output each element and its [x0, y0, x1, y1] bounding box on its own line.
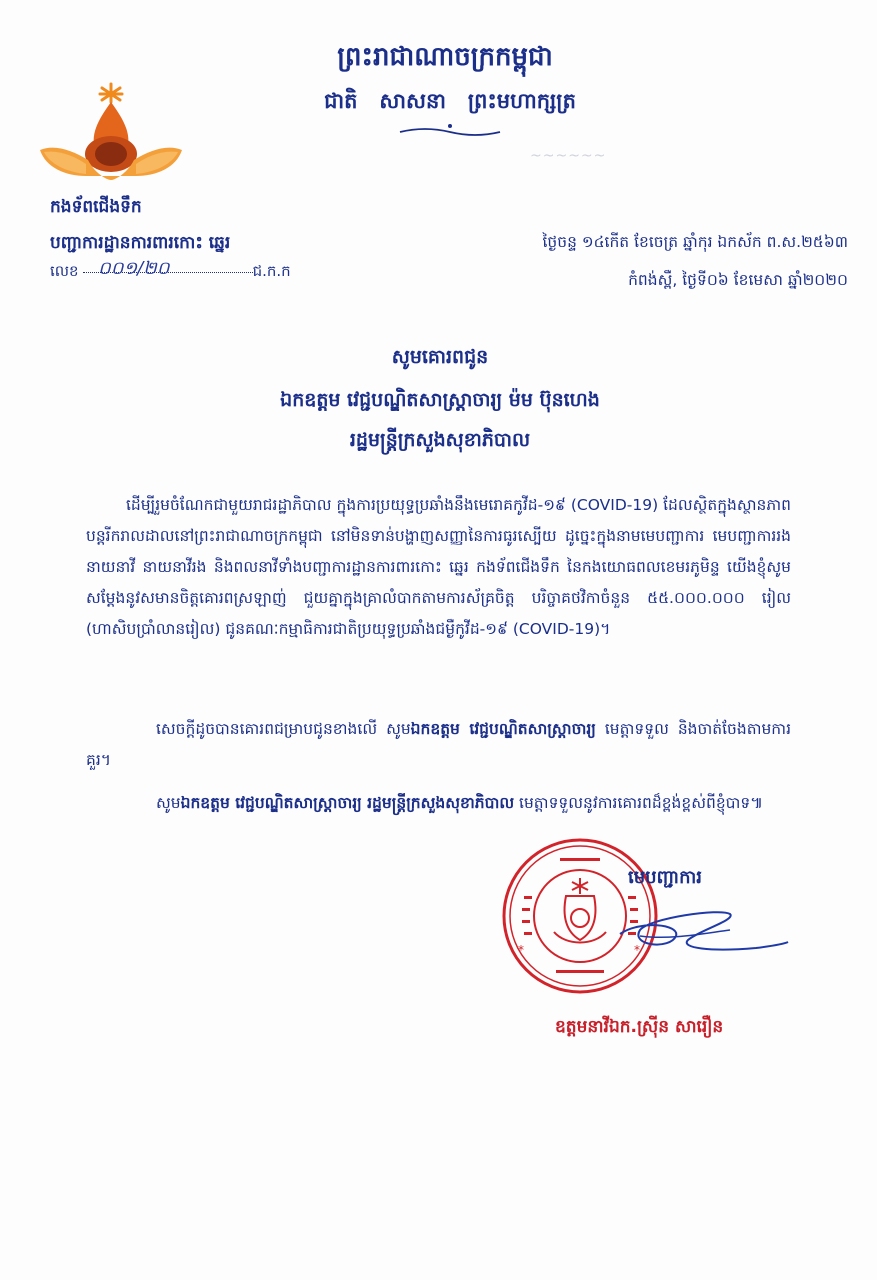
body-paragraph-1: ដើម្បីរួមចំណែកជាមួយរាជរដ្ឋាភិបាល ក្នុងការប្រយុទ្ធប្រឆាំងនឹងមេរោគកូវីដ-១៩ (COVID-19) ដែលស្ថិតក្នុងស្ថានភាពបន្តរីករាលដាលនៅព្រះរាជាណាចក្រកម្ពុជា នៅមិនទាន់បង្ហាញសញ្ញានៃការធូរស្បើយ ដូច្នេះក្នុងនាមមេបញ្ជាការ មេបញ្ជាការរង នាយនាវី នាយនាវីរង និងពលនាវីទាំងបញ្ជាការដ្ឋានការពារកោះ ឆ្នេរ កងទ័ពជើងទឹក នៃកងយោធពលខេមរភូមិន្ទ យើងខ្ញុំសូមសម្តែងនូវសមានចិត្តគោរពស្រឡាញ់ ជួយគ្នាក្នុងគ្រាលំបាកតាមការស័គ្រចិត្ត បរិច្ចាគថវិកាចំនួន ៥៥.០០០.០០០ រៀល (ហាសិបប្រាំលានរៀល) ជូនគណៈកម្មាធិការជាតិប្រយុទ្ធប្រឆាំងជម្ងឺកូវីដ-១៩ (COVID-19)។ [86, 496, 791, 638]
reference-number [50, 258, 300, 284]
recipient-name: ឯកឧត្តម វេជ្ជបណ្ឌិតសាស្ត្រាចារ្យ ម៉ម ប៊ុនហេង [280, 389, 600, 411]
respect-line: សូមគោរពជូន [391, 346, 489, 368]
kingdom-heading: ព្រះរាជាណាចក្រកម្ពុជា [337, 42, 553, 72]
ref-suffix: ជ.ក.ក [252, 262, 291, 280]
recipient-position: រដ្ឋមន្ត្រីក្រសួងសុខាភិបាល [349, 429, 531, 451]
signer-name: ឧត្តមនាវីឯក.ស៊្រីន សារឿន [555, 1017, 724, 1037]
body-paragraph-3 [86, 788, 791, 819]
svg-text:*: * [634, 943, 640, 957]
ref-handwritten: ០០១/២០ [98, 258, 170, 279]
p3-title: ឯកឧត្តម វេជ្ជបណ្ឌិតសាស្ត្រាចារ្យ រដ្ឋមន្ត្រីក្រសួងសុខាភិបាល [180, 794, 515, 812]
signer-role: មេបញ្ជាការ [628, 867, 702, 888]
p3-text-end: មេត្តាទទួលនូវការគោរពដ៏ខ្ពង់ខ្ពស់ពីខ្ញុំបាទ៕ [514, 794, 764, 812]
sender-department: បញ្ជាការដ្ឋានការពារកោះ ឆ្នេរ [50, 233, 231, 253]
national-motto: ជាតិ សាសនា ព្រះមហាក្សត្រ [324, 89, 576, 113]
body-paragraph-2 [86, 714, 791, 776]
svg-text:*: * [518, 943, 524, 957]
ornament-divider-icon [395, 120, 505, 140]
faint-bleed-through: ~~~~~~ [530, 148, 607, 164]
p3-text: សូម [156, 794, 181, 812]
solar-date: កំពង់ស្ពឺ, ថ្ងៃទី០៦ ខែមេសា ឆ្នាំ២០២០ [628, 271, 848, 289]
sender-unit: កងទ័ពជើងទឹក [50, 197, 142, 217]
lunar-date: ថ្ងៃចន្ទ ១៤កើត ខែចេត្រ ឆ្នាំកុរ ឯកស័ក ព.ស.២៥៦៣ [542, 233, 848, 251]
p2-text-end: មេត្តាទទួល និងចាត់ចែងតាមការគួរ។ [86, 720, 791, 769]
p2-text: សេចក្តីដូចបានគោរពជម្រាបជូនខាងលើ សូម [156, 720, 411, 738]
signature-scribble [580, 900, 790, 970]
navy-emblem-icon [36, 80, 186, 198]
ref-label: លេខ [50, 262, 79, 280]
p2-title: ឯកឧត្តម វេជ្ជបណ្ឌិតសាស្ត្រាចារ្យ [410, 720, 596, 738]
